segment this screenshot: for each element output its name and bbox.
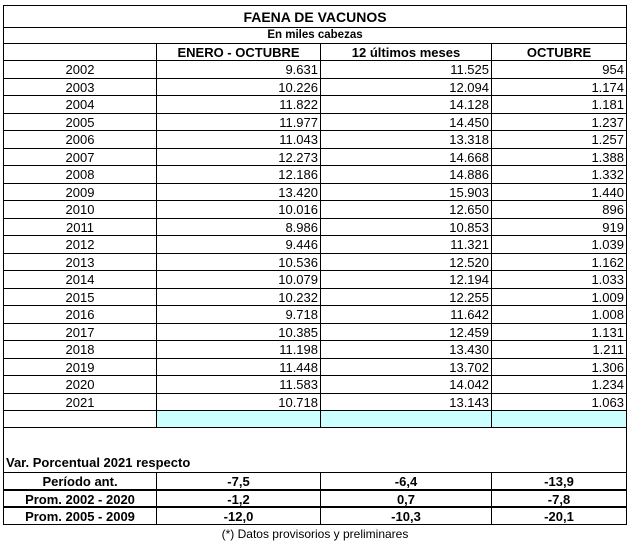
- variation-heading: Var. Porcentual 2021 respecto: [3, 454, 627, 472]
- table-row: [3, 131, 627, 149]
- table-title: FAENA DE VACUNOS: [3, 5, 627, 28]
- jan-oct-value: 11.198: [156, 341, 320, 359]
- year-cell: 2009: [3, 184, 156, 202]
- last-12-months-value: 14.668: [320, 149, 491, 167]
- table-subtitle: En miles cabezas: [3, 28, 627, 44]
- year-cell: 2016: [3, 306, 156, 324]
- last-12-months-value: 12.094: [320, 79, 491, 97]
- variation-row: [3, 507, 627, 525]
- jan-oct-value: 10.718: [156, 394, 320, 412]
- year-cell: 2018: [3, 341, 156, 359]
- jan-oct-value: 11.977: [156, 114, 320, 132]
- header-october: OCTUBRE: [491, 44, 627, 61]
- october-value: 1.008: [491, 306, 627, 324]
- table-row: [3, 114, 627, 132]
- jan-oct-value: 9.446: [156, 236, 320, 254]
- year-cell: 2020: [3, 376, 156, 394]
- october-value: 1.162: [491, 254, 627, 272]
- jan-oct-value: 9.631: [156, 61, 320, 79]
- jan-oct-value: 10.385: [156, 324, 320, 342]
- october-value: 1.388: [491, 149, 627, 167]
- variation-october: -7,8: [491, 490, 627, 508]
- jan-oct-value: 12.186: [156, 166, 320, 184]
- highlight-cell: [320, 411, 491, 428]
- livestock-slaughter-table: [3, 5, 627, 545]
- last-12-months-value: 12.459: [320, 324, 491, 342]
- variation-row: [3, 472, 627, 490]
- last-12-months-value: 14.450: [320, 114, 491, 132]
- last-12-months-value: 12.255: [320, 289, 491, 307]
- variation-label: Prom. 2005 - 2009: [3, 507, 156, 525]
- october-value: 896: [491, 201, 627, 219]
- jan-oct-value: 10.536: [156, 254, 320, 272]
- spacer-cell: [3, 428, 627, 454]
- jan-oct-value: 9.718: [156, 306, 320, 324]
- footnote: (*) Datos provisorios y preliminares: [221, 526, 409, 541]
- october-value: 1.009: [491, 289, 627, 307]
- blank-cell: [3, 411, 156, 428]
- jan-oct-value: 11.043: [156, 131, 320, 149]
- year-cell: 2002: [3, 61, 156, 79]
- october-value: 1.131: [491, 324, 627, 342]
- table-row: [3, 96, 627, 114]
- variation-label: Período ant.: [3, 472, 156, 490]
- year-cell: 2010: [3, 201, 156, 219]
- last-12-months-value: 13.702: [320, 359, 491, 377]
- table-row: [3, 324, 627, 342]
- october-value: 954: [491, 61, 627, 79]
- variation-jan-oct: -7,5: [156, 472, 320, 490]
- october-value: 1.174: [491, 79, 627, 97]
- jan-oct-value: 11.448: [156, 359, 320, 377]
- variation-october: -20,1: [491, 507, 627, 525]
- table-row: [3, 79, 627, 97]
- year-cell: 2011: [3, 219, 156, 237]
- last-12-months-value: 13.430: [320, 341, 491, 359]
- jan-oct-value: 10.232: [156, 289, 320, 307]
- header-row: [3, 44, 627, 61]
- year-cell: 2008: [3, 166, 156, 184]
- last-12-months-value: 14.128: [320, 96, 491, 114]
- october-value: 1.211: [491, 341, 627, 359]
- last-12-months-value: 12.650: [320, 201, 491, 219]
- variation-last-12-months: -10,3: [320, 507, 491, 525]
- october-value: 1.332: [491, 166, 627, 184]
- jan-oct-value: 13.420: [156, 184, 320, 202]
- year-cell: 2017: [3, 324, 156, 342]
- variation-heading-row: [3, 454, 627, 472]
- table-row: [3, 201, 627, 219]
- header-jan-oct: ENERO - OCTUBRE: [156, 44, 320, 61]
- variation-last-12-months: -6,4: [320, 472, 491, 490]
- variation-label: Prom. 2002 - 2020: [3, 490, 156, 508]
- jan-oct-value: 11.583: [156, 376, 320, 394]
- last-12-months-value: 11.642: [320, 306, 491, 324]
- jan-oct-value: 8.986: [156, 219, 320, 237]
- table-row: [3, 306, 627, 324]
- table-row: [3, 219, 627, 237]
- last-12-months-value: 12.194: [320, 271, 491, 289]
- year-cell: 2006: [3, 131, 156, 149]
- october-value: 1.063: [491, 394, 627, 412]
- year-cell: 2007: [3, 149, 156, 167]
- table-row: [3, 254, 627, 272]
- blank-row: [3, 411, 627, 428]
- year-cell: 2003: [3, 79, 156, 97]
- last-12-months-value: 10.853: [320, 219, 491, 237]
- table-row: [3, 341, 627, 359]
- spacer-row: [3, 428, 627, 454]
- subtitle-row: [3, 28, 627, 44]
- highlight-cell: [156, 411, 320, 428]
- table-row: [3, 61, 627, 79]
- variation-last-12-months: 0,7: [320, 490, 491, 508]
- table-row: [3, 289, 627, 307]
- highlight-cell: [491, 411, 627, 428]
- variation-rows: [3, 472, 627, 525]
- variation-october: -13,9: [491, 472, 627, 490]
- year-cell: 2019: [3, 359, 156, 377]
- table-row: [3, 149, 627, 167]
- october-value: 1.257: [491, 131, 627, 149]
- last-12-months-value: 13.143: [320, 394, 491, 412]
- last-12-months-value: 11.525: [320, 61, 491, 79]
- october-value: 919: [491, 219, 627, 237]
- october-value: 1.234: [491, 376, 627, 394]
- last-12-months-value: 15.903: [320, 184, 491, 202]
- last-12-months-value: 14.886: [320, 166, 491, 184]
- last-12-months-value: 14.042: [320, 376, 491, 394]
- header-year-cell: [3, 44, 156, 61]
- year-cell: 2013: [3, 254, 156, 272]
- jan-oct-value: 11.822: [156, 96, 320, 114]
- october-value: 1.033: [491, 271, 627, 289]
- last-12-months-value: 12.520: [320, 254, 491, 272]
- october-value: 1.181: [491, 96, 627, 114]
- october-value: 1.306: [491, 359, 627, 377]
- table-row: [3, 359, 627, 377]
- table-row: [3, 376, 627, 394]
- table-row: [3, 271, 627, 289]
- variation-row: [3, 490, 627, 508]
- last-12-months-value: 13.318: [320, 131, 491, 149]
- header-last-12-months: 12 últimos meses: [320, 44, 491, 61]
- table-row: [3, 166, 627, 184]
- variation-jan-oct: -12,0: [156, 507, 320, 525]
- table-row: [3, 394, 627, 412]
- jan-oct-value: 12.273: [156, 149, 320, 167]
- october-value: 1.440: [491, 184, 627, 202]
- year-cell: 2021: [3, 394, 156, 412]
- year-cell: 2004: [3, 96, 156, 114]
- october-value: 1.237: [491, 114, 627, 132]
- year-cell: 2005: [3, 114, 156, 132]
- year-rows: [3, 61, 627, 411]
- title-row: [3, 5, 627, 28]
- jan-oct-value: 10.226: [156, 79, 320, 97]
- last-12-months-value: 11.321: [320, 236, 491, 254]
- jan-oct-value: 10.079: [156, 271, 320, 289]
- jan-oct-value: 10.016: [156, 201, 320, 219]
- variation-jan-oct: -1,2: [156, 490, 320, 508]
- october-value: 1.039: [491, 236, 627, 254]
- year-cell: 2015: [3, 289, 156, 307]
- table-row: [3, 184, 627, 202]
- table-row: [3, 236, 627, 254]
- year-cell: 2014: [3, 271, 156, 289]
- year-cell: 2012: [3, 236, 156, 254]
